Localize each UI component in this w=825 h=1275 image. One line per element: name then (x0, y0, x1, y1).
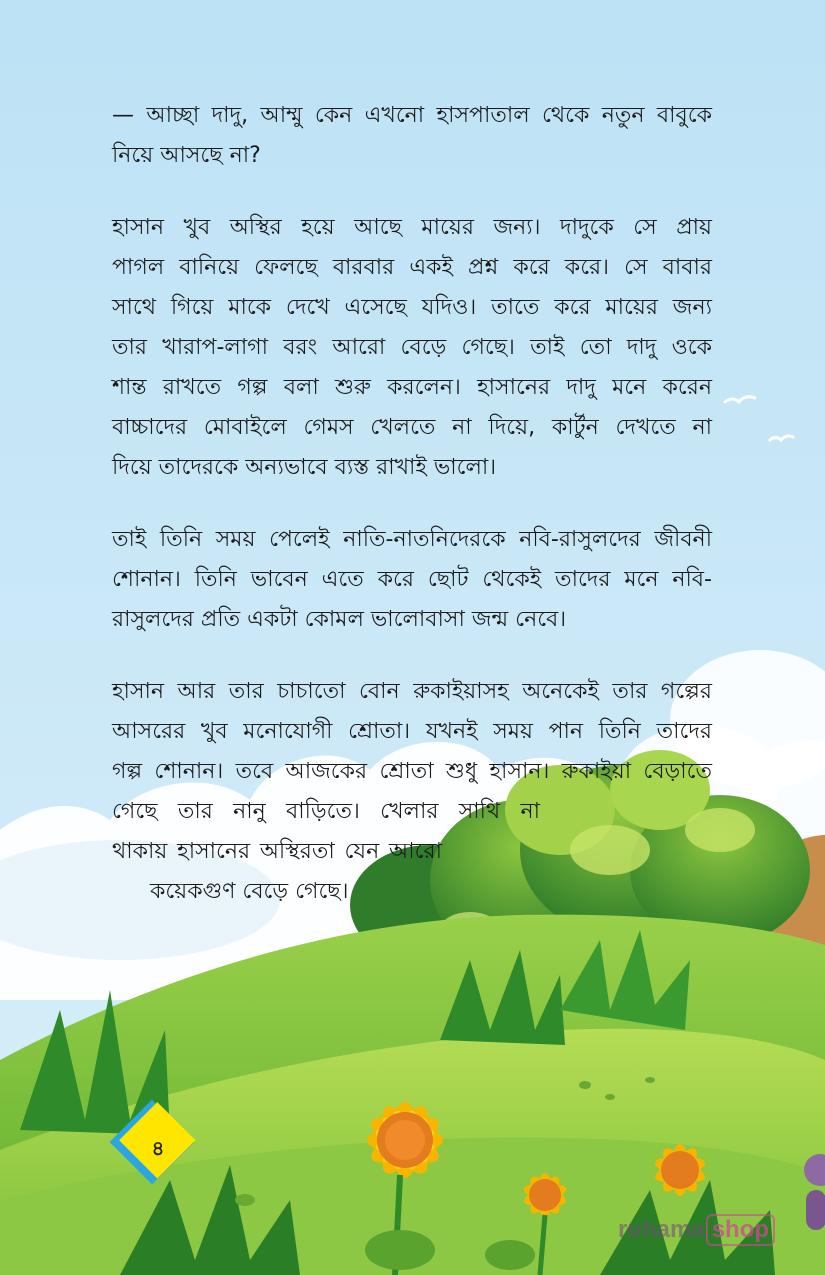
text-line: রাসুলদের প্রতি একটা কোমল ভালোবাসা জন্ম নেবে। (112, 607, 567, 632)
text-line: শান্ত রাখতে গল্প বলা শুরু করলেন। হাসানের দাদু মনে করেন (112, 375, 712, 400)
paragraph-4 (112, 672, 712, 912)
page-number: ৪ (151, 1136, 165, 1160)
watermark-part1: ruhama (618, 1216, 705, 1243)
text-line: বাচ্চাদের মোবাইলে গেমস খেলতে না দিয়ে, কার্টুন দেখতে না (112, 415, 712, 440)
text-line: গল্প শোনান। তবে আজকের শ্রোতা শুধু হাসান। রুকাইয়া বেড়াতে (112, 759, 712, 784)
paragraph-3 (112, 520, 712, 640)
paragraph-1 (112, 96, 712, 176)
text-line: — আচ্ছা দাদু, আম্মু কেন এখনো হাসপাতাল থেকে নতুন বাবুকে (112, 103, 712, 128)
text-line: তার খারাপ-লাগা বরং আরো বেড়ে গেছে। তাই তো দাদু ওকে (112, 335, 712, 360)
text-line: দিয়ে তাদেরকে অন্যভাবে ব্যস্ত রাখাই ভালো। (112, 455, 497, 480)
text-line: কয়েকগুণ বেড়ে গেছে। (150, 879, 349, 904)
watermark-logo (618, 1210, 775, 1250)
text-line: সাথে গিয়ে মাকে দেখে এসেছে যদিও। তাতে করে মায়ের জন্য (112, 295, 712, 320)
text-line: থাকায় হাসানের অস্থিরতা যেন আরো (112, 839, 442, 864)
text-line: হাসান আর তার চাচাতো বোন রুকাইয়াসহ অনেকেই তার গল্পের (112, 679, 712, 704)
text-line: আসরের খুব মনোযোগী শ্রোতা। যখনই সময় পান তিনি তাদের (112, 719, 712, 744)
text-line: তাই তিনি সময় পেলেই নাতি-নাতনিদেরকে নবি-রাসুলদের জীবনী (112, 527, 712, 552)
text-line: গেছে তার নানু বাড়িতে। খেলার সাথি না (112, 799, 540, 824)
watermark-part2: shop (706, 1214, 775, 1246)
paragraph-2 (112, 208, 712, 488)
text-line: হাসান খুব অস্থির হয়ে আছে মায়ের জন্য। দাদুকে সে প্রায় (112, 215, 712, 240)
text-line: নিয়ে আসছে না? (112, 143, 261, 168)
text-line: পাগল বানিয়ে ফেলছে বারবার একই প্রশ্ন করে করে। সে বাবার (112, 255, 712, 280)
story-text (112, 96, 712, 912)
text-line: শোনান। তিনি ভাবেন এতে করে ছোট থেকেই তাদের মনে নবি- (112, 567, 712, 592)
